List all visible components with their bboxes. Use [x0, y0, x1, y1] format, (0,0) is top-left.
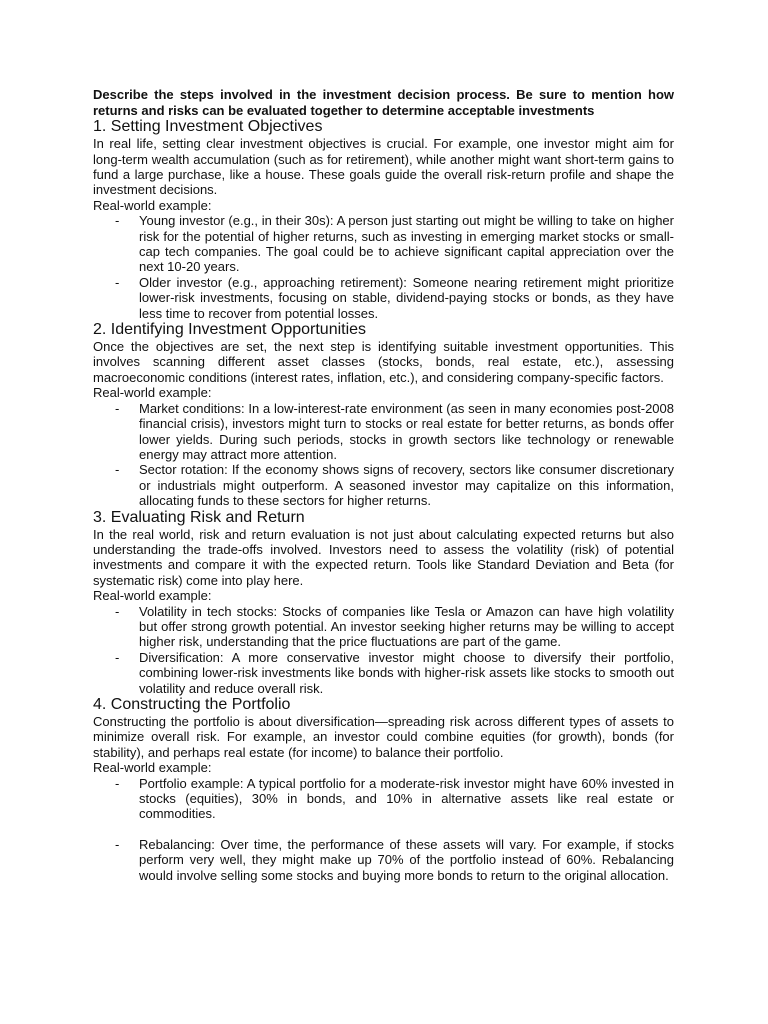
list-item-text: Older investor (e.g., approaching retirement): Someone nearing retirement might prioritize lower-risk investments, focusing on stable, dividend-paying stocks or bonds, as they have less time to recover from potential losses. [139, 274, 674, 321]
section-heading: 4. Constructing the Portfolio [93, 696, 291, 713]
list-item [93, 462, 674, 508]
bullet-dash: - [115, 603, 120, 619]
section-evaluating-risk-return [93, 509, 674, 696]
section-paragraph: In the real world, risk and return evaluation is not just about calculating expected returns but also understanding the trade-offs involved. Investors need to assess the volatility (risk) of potential investments and compare it with the expected return. Tools like Standard Deviation and Beta (for systematic risk) come into play here. [93, 526, 674, 588]
example-list [93, 604, 674, 696]
list-item-text: Rebalancing: Over time, the performance of these assets will vary. For example, if stocks perform very well, they might make up 70% of the portfolio instead of 60%. Rebalancing would involve selling some stocks and buying more bonds to return to the original allocation. [139, 836, 674, 883]
section-heading: 2. Identifying Investment Opportunities [93, 321, 367, 339]
list-item [93, 213, 674, 275]
list-item-text: Diversification: A more conservative investor might choose to diversify their portfolio, combining lower-risk investments like bonds with higher-risk assets like stocks to smooth out volatility and reduce overall risk. [139, 649, 674, 696]
list-item-text: Sector rotation: If the economy shows signs of recovery, sectors like consumer discretionary or industrials might outperform. A seasoned investor may capitalize on this information, allocating funds to these sectors for higher returns. [139, 462, 674, 509]
list-item-text: Young investor (e.g., in their 30s): A person just starting out might be willing to take on higher risk for the potential of higher returns, such as investing in emerging market stocks or small-cap tech companies. The goal could be to achieve significant capital appreciation over the next 10-20 years. [139, 213, 674, 275]
bullet-dash: - [115, 775, 120, 791]
list-item [93, 650, 674, 696]
bullet-dash: - [115, 462, 120, 478]
list-item [93, 776, 674, 822]
section-heading: 3. Evaluating Risk and Return [93, 508, 305, 526]
example-list [93, 401, 674, 509]
bullet-dash: - [115, 836, 120, 852]
example-label: Real-world example: [93, 588, 212, 604]
bullet-dash: - [115, 213, 120, 229]
example-label: Real-world example: [93, 197, 212, 213]
list-item-text: Volatility in tech stocks: Stocks of companies like Tesla or Amazon can have high volatility but offer strong growth potential. An investor seeking higher returns may be willing to accept higher risk, understanding that the price fluctuations are part of the game. [139, 603, 674, 650]
question-text: Describe the steps involved in the investment decision process. Be sure to mention how returns and risks can be evaluated together to determine acceptable investments [93, 87, 674, 118]
section-paragraph: Once the objectives are set, the next step is identifying suitable investment opportunities. This involves scanning different asset classes (stocks, bonds, real estate, etc.), assessing macroeconomic conditions (interest rates, inflation, etc.), and considering company-specific factors. [93, 339, 674, 385]
example-list [93, 776, 674, 883]
list-item [93, 837, 674, 883]
bullet-dash: - [115, 274, 120, 290]
bullet-dash: - [115, 400, 120, 416]
example-label: Real-world example: [93, 760, 212, 776]
example-list [93, 213, 674, 321]
list-spacer [93, 822, 674, 837]
section-paragraph: In real life, setting clear investment objectives is crucial. For example, one investor might aim for long-term wealth accumulation (such as for retirement), while another might want short-term gains to fund a large purchase, like a house. These goals guide the overall risk-return profile and shape the investment decisions. [93, 136, 674, 198]
example-label: Real-world example: [93, 385, 212, 401]
list-item-text: Market conditions: In a low-interest-rate environment (as seen in many economies post-2008 financial crisis), investors might turn to stocks or real estate for better returns, as bonds offer lower yields. During such periods, stocks in growth sectors like technology or renewable energy may attract more attention. [139, 400, 674, 462]
list-item [93, 604, 674, 650]
section-setting-objectives [93, 118, 674, 321]
section-paragraph: Constructing the portfolio is about diversification—spreading risk across different types of assets to minimize overall risk. For example, an investor could combine equities (for growth), bonds (for stability), and perhaps real estate (for income) to balance their portfolio. [93, 714, 674, 760]
section-heading: 1. Setting Investment Objectives [93, 118, 323, 136]
list-item [93, 275, 674, 321]
section-constructing-portfolio [93, 696, 674, 883]
section-identifying-opportunities [93, 321, 674, 508]
list-item [93, 401, 674, 463]
bullet-dash: - [115, 649, 120, 665]
list-item-text: Portfolio example: A typical portfolio for a moderate-risk investor might have 60% invested in stocks (equities), 30% in bonds, and 10% in alternative assets like real estate or commodities. [139, 775, 674, 822]
